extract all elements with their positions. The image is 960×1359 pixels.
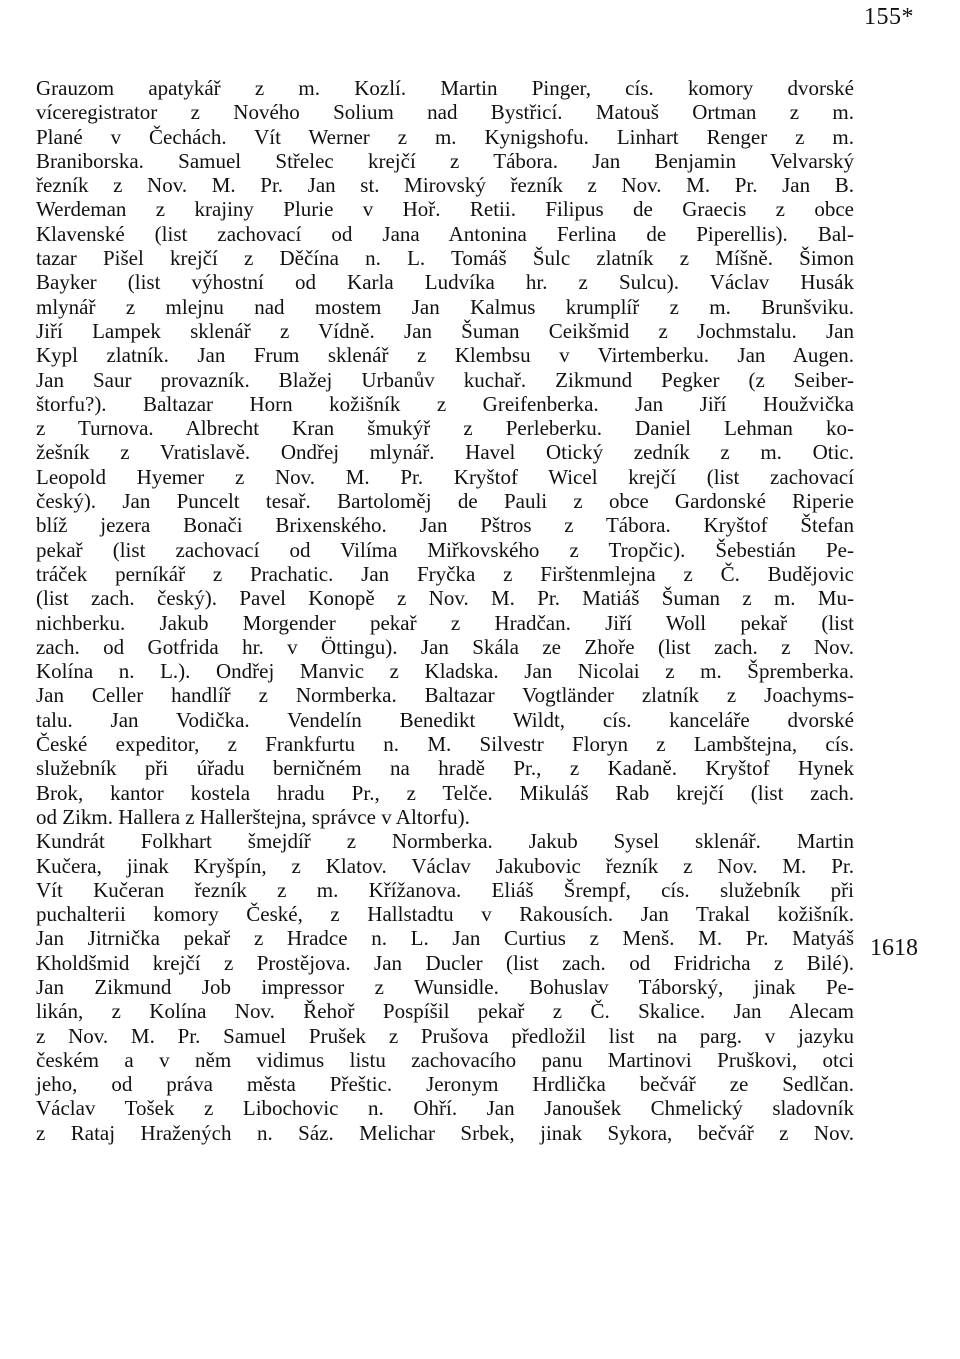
text-line: Jan Saur provazník. Blažej Urbanův kuchař. Zikmund Pegker (z Seiber- — [36, 367, 854, 392]
text-line: Václav Tošek z Libochovic n. Ohří. Jan Janoušek Chmelický sladovník — [36, 1096, 854, 1121]
text-line: likán, z Kolína Nov. Řehoř Pospíšil pekař z Č. Skalice. Jan Alecam — [36, 999, 854, 1024]
text-line: Grauzom apatykář z m. Kozlí. Martin Pinger, cís. komory dvorské — [36, 76, 854, 100]
text-line: Klavenské (list zachovací od Jana Antonina Ferlina de Piperellis). Bal- — [36, 221, 854, 246]
text-line: zach. od Gotfrida hr. v Öttingu). Jan Skála ze Zhoře (list zach. z Nov. — [36, 634, 854, 659]
margin-year-note: 1618 — [870, 935, 918, 961]
body-text — [36, 76, 854, 1145]
text-line: Vít Kučeran řezník z m. Křížanova. Eliáš Šrempf, cís. služebník při — [36, 877, 854, 902]
text-line: Jan Zikmund Job impressor z Wunsidle. Bohuslav Táborský, jinak Pe- — [36, 974, 854, 999]
text-line: mlynář z mlejnu nad mostem Jan Kalmus krumplíř z m. Brunšviku. — [36, 294, 854, 319]
text-line: Kundrát Folkhart šmejdíř z Normberka. Jakub Sysel sklenář. Martin — [36, 829, 854, 854]
text-line: pekař (list zachovací od Vilíma Miřkovského z Tropčic). Šebestián Pe- — [36, 537, 854, 562]
text-line: nichberku. Jakub Morgender pekař z Hradčan. Jiří Woll pekař (list — [36, 610, 854, 635]
text-line: žešník z Vratislavě. Ondřej mlynář. Havel Otický zedník z m. Otic. — [36, 440, 854, 465]
text-line: z Rataj Hražených n. Sáz. Melichar Srbek, jinak Sykora, bečvář z Nov. — [36, 1120, 854, 1145]
text-line: jeho, od práva města Přeštic. Jeronym Hrdlička bečvář ze Sedlčan. — [36, 1072, 854, 1097]
text-line: Werdeman z krajiny Plurie v Hoř. Retii. Filipus de Graecis z obce — [36, 197, 854, 222]
text-line: Kholdšmid krejčí z Prostějova. Jan Ducler (list zach. od Fridricha z Bilé). — [36, 950, 854, 975]
text-line: Jan Celler handlíř z Normberka. Baltazar Vogtländer zlatník z Joachyms- — [36, 683, 854, 708]
text-line: z Nov. M. Pr. Samuel Prušek z Prušova předložil list na parg. v jazyku — [36, 1023, 854, 1048]
text-line: České expeditor, z Frankfurtu n. M. Silvestr Floryn z Lambštejna, cís. — [36, 732, 854, 757]
text-line: z Turnova. Albrecht Kran šmukýř z Perleberku. Daniel Lehman ko- — [36, 416, 854, 441]
text-line: tazar Pišel krejčí z Děčína n. L. Tomáš Šulc zlatník z Míšně. Šimon — [36, 246, 854, 271]
text-line: od Zikm. Hallera z Hallerštejna, správce v Altorfu). — [36, 804, 470, 829]
text-line: Brok, kantor kostela hradu Pr., z Telče. Mikuláš Rab krejčí (list zach. — [36, 780, 854, 805]
text-line: řezník z Nov. M. Pr. Jan st. Mirovský řezník z Nov. M. Pr. Jan B. — [36, 173, 854, 198]
text-line: Kypl zlatník. Jan Frum sklenář z Klembsu v Virtemberku. Jan Augen. — [36, 343, 854, 368]
text-line: český). Jan Puncelt tesař. Bartoloměj de Pauli z obce Gardonské Riperie — [36, 489, 854, 514]
text-line: Kolína n. L.). Ondřej Manvic z Kladska. Jan Nicolai z m. Špremberka. — [36, 659, 854, 684]
text-line: blíž jezera Bonači Brixenského. Jan Pštros z Tábora. Kryštof Štefan — [36, 513, 854, 538]
text-line: štorfu?). Baltazar Horn kožišník z Greifenberka. Jan Jiří Houžvička — [36, 391, 854, 416]
page-number: 155* — [864, 4, 914, 30]
text-line: Braniborska. Samuel Střelec krejčí z Tábora. Jan Benjamin Velvarský — [36, 148, 854, 173]
text-line: puchalterii komory České, z Hallstadtu v Rakousích. Jan Trakal kožišník. — [36, 902, 854, 927]
text-line: (list zach. český). Pavel Konopě z Nov. M. Pr. Matiáš Šuman z m. Mu- — [36, 586, 854, 611]
text-line: talu. Jan Vodička. Vendelín Benedikt Wildt, cís. kanceláře dvorské — [36, 707, 854, 732]
text-line: českém a v něm vidimus listu zachovacího panu Martinovi Pruškovi, otci — [36, 1047, 854, 1072]
text-line: Plané v Čechách. Vít Werner z m. Kynigshofu. Linhart Renger z m. — [36, 124, 854, 149]
text-line: Bayker (list výhostní od Karla Ludvíka hr. z Sulcu). Václav Husák — [36, 270, 854, 295]
text-line: tráček perníkář z Prachatic. Jan Fryčka z Firštenmlejna z Č. Budějovic — [36, 561, 854, 586]
text-line: víceregistrator z Nového Solium nad Bystřicí. Matouš Ortman z m. — [36, 100, 854, 125]
text-line: Leopold Hyemer z Nov. M. Pr. Kryštof Wicel krejčí (list zachovací — [36, 464, 854, 489]
text-line: služebník při úřadu berničném na hradě Pr., z Kadaně. Kryštof Hynek — [36, 756, 854, 781]
text-line: Jiří Lampek sklenář z Vídně. Jan Šuman Ceikšmid z Jochmstalu. Jan — [36, 318, 854, 343]
text-line: Jan Jitrnička pekař z Hradce n. L. Jan Curtius z Menš. M. Pr. Matyáš — [36, 926, 854, 951]
text-line: Kučera, jinak Kryšpín, z Klatov. Václav Jakubovic řezník z Nov. M. Pr. — [36, 853, 854, 878]
